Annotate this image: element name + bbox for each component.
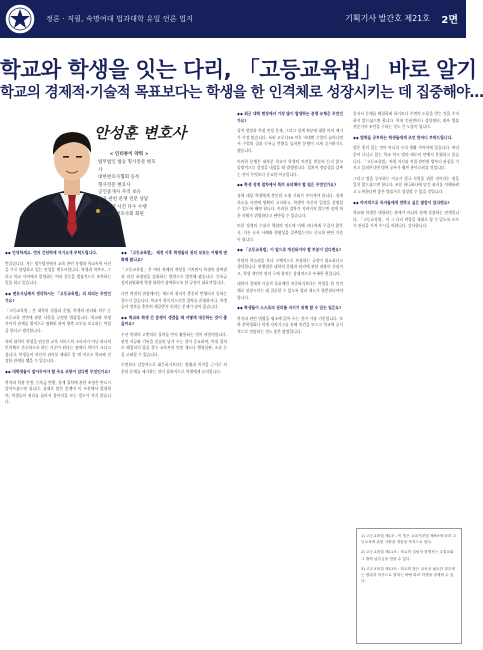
- interview-answer: 대학이 경제적·기술적 목표에만 치중하기보다는 학생을 한 인격체로 성장시키는 데 집중할 수 있도록 법과 제도가 뒷받침되어야 합니다.: [237, 281, 343, 300]
- profile-line: 대한변호사협회 등록: [98, 175, 140, 181]
- article-column-3: [237, 111, 343, 642]
- interview-answer: 징계 대상 학생에게 충분한 소명 기회가 주어져야 합니다. 징계 사유를 사전에 명확히 고지하고, 학생이 자신의 입장을 설명할 수 있도록 해야 합니다. 이러한 절차가 지켜지지 않으면 징계 처분 자체가 위법하다고 판단될 수 있습니다.: [237, 192, 343, 218]
- interview-question: ◆◆ 변호사님께서 생각하시는 「고등교육법」의 의의는 무엇인가요?: [5, 290, 111, 303]
- interview-question: ◆◆ 학교와 학생 간 분쟁이 생겼을 때 어떻게 대응하는 것이 좋을까요?: [121, 314, 227, 327]
- article-subheadline: 학교의 경제적·기술적 목표보다는 학생을 한 인격체로 성장시키는 데 집중해야…: [0, 85, 483, 101]
- interview-answer: 학교와 학생은 대립하는 관계가 아니라 함께 성장하는 관계입니다. 「고등교육법」이 그 다리 역할을 제대로 할 수 있도록 모두가 관심을 가져 주시길 바랍니다. 감사합니다.: [353, 210, 459, 229]
- interview-question: ◆◆ 법학을 공부하는 학생들에게 조언 한마디 부탁드립니다.: [353, 134, 453, 140]
- interview-answer: 학적과 학점 인정, 등록금 반환, 징계 절차에 관한 조항은 반드시 알아두셨으면 합니다. 실제로 많은 분쟁이 이 부분에서 발생하며, 학생들이 권리를 몰라서 불이익을 보는 경우가 적지 않습니다.: [5, 379, 111, 405]
- profile-line: 형사전문 변호사: [98, 182, 131, 188]
- profile-line: 법무법인 법승 형사전문 변호사: [98, 160, 156, 173]
- article-headline: 학교와 학생을 잇는 다리, 「고등교육법」 바로 알기: [0, 58, 477, 83]
- interview-answer: 「고등교육법」은 대학의 설립과 운영, 학생의 권리와 의무 등 고등교육 전반에 관한 사항을 규정한 법률입니다. 학교와 학생 사이의 관계를 법적으로 명확히 하여 양측 모두를 보호하는 역할을 한다고 생각합니다.: [5, 308, 111, 333]
- interview-question: ◆◆ 「고등교육법」 제정 이후 학생들의 권리 보호는 어떻게 변화해 왔나요?: [121, 250, 227, 262]
- interview-question: ◆◆ 최근 대학 현장에서 가장 많이 발생하는 분쟁 유형은 무엇인가요?: [237, 111, 343, 123]
- issue-number: 기획기사 발간호 제21호: [345, 14, 430, 23]
- article-column-2: [121, 250, 227, 642]
- footnote-box: [356, 528, 462, 644]
- interviewee-profile: [98, 151, 160, 219]
- interview-question: ◆◆ 학생 징계 절차에서 특히 유의해야 할 점은 무엇인가요?: [237, 182, 337, 188]
- interview-question: ◆◆ 「고등교육법」이 앞으로 개선되어야 할 부분이 있다면요?: [237, 247, 342, 253]
- interview-answer: 법은 멀리 있는 것이 아니라 우리 생활 가까이에 있습니다. 여러분이 다니고 있는 학교 역시 법의 테두리 안에서 운영되고 있습니다. 「고등교육법」처럼 자신과 직접 관련된 법부터 관심을 가지고 살펴본다면 법학 공부가 훨씬 흥미로워질 것입니다.: [353, 145, 459, 171]
- interview-answer: 또한 징계의 수위가 행위의 정도에 비해 지나치게 무겁지 않은지, 다른 유사 사례와 형평성을 갖추었는지도 중요한 판단 기준이 됩니다.: [237, 223, 343, 242]
- svg-text:안성훈 변호사: 안성훈 변호사: [94, 124, 187, 142]
- profile-title: < 인터뷰이 약력 >: [109, 152, 149, 157]
- profile-line: 학교폭력 사건 다수 수행: [98, 204, 147, 210]
- interview-question: ◆◆ 대학생들이 알아두어야 할 주요 조항이 있다면 무엇인가요?: [5, 368, 111, 374]
- interview-answer: 우선 학내의 고충처리 절차를 먼저 활용하는 것이 바람직합니다. 관련 서류와 기록을 꼼꼼히 남겨 두는 것이 중요하며, 학내 절차로 해결되지 않을 경우 교육부의 민원 제도나 행정심판, 소송 등을 고려할 수 있습니다.: [121, 331, 227, 357]
- interview-answer: 혼자서 문제를 해결하려 하기보다 주변의 도움을 받는 것을 주저하지 않으셨으면 합니다. 학내 인권센터나 상담센터, 외부 법률 전문가의 조언을 구하는 것도 큰 도움이 됩니다.: [353, 111, 459, 130]
- interview-answer: 반갑습니다. 저는 법무법인에서 교육 관련 분쟁과 학교폭력 사건을 주로 담당하고 있는 안성훈 변호사입니다. 학생과 학부모, 그리고 학교 사이에서 발생하는 여러 갈등을 법률적으로 조력하는 일을 하고 있습니다.: [5, 260, 111, 286]
- interview-answer: 성적 정정과 학점 인정 문제, 그리고 징계 처분에 대한 이의 제기가 가장 많습니다. 특히 코로나19 이후 비대면 수업이 늘어나면서 수업의 질과 등록금 반환을 둘러싼 분쟁이 크게 증가하기도 했습니다.: [237, 128, 343, 153]
- interview-question: ◆◆ 마지막으로 독자들에게 전하고 싶은 말씀이 있다면요?: [353, 199, 450, 205]
- interview-answer: 이러한 분쟁은 대부분 학교가 학생의 의견을 충분히 듣지 않고 일방적으로 결정을 내렸을 때 발생합니다. 절차적 정당성을 갖추는 것이 무엇보다 중요한 이유입니다.: [237, 158, 343, 177]
- interview-answer: 그리고 법을 공부하는 이유가 결국 사람을 위한 것이라는 점을 잊지 않으셨으면 합니다. 조문 하나하나에 담긴 취지를 이해하려고 노력한다면 좋은 법률가로 성장할 수 있을 것입니다.: [353, 175, 459, 194]
- interview-answer: 무엇보다 감정적으로 대응하기보다는 법령과 학칙을 근거로 차분히 문제를 제기하는 것이 결과적으로 학생에게 유리합니다.: [121, 362, 227, 374]
- law-school-emblem-icon: [3, 2, 37, 36]
- interview-answer: 「고등교육법」은 여러 차례의 개정을 거치면서 학생의 참여권과 의견 표명권을 강화하는 방향으로 발전해 왔습니다. 등록금 심의위원회에 학생 위원이 참여하도록 한 규정이 대표적입니다.: [121, 267, 227, 286]
- article-column-4: [353, 111, 459, 524]
- page-number: 2면: [441, 15, 458, 26]
- header-bar: [0, 0, 466, 38]
- interview-question: ◆◆ 안녕하세요. 먼저 간단하게 자기소개 부탁드립니다.: [5, 250, 98, 255]
- footnote: 1) 고등교육법 제1조 : 이 법은 교육기본법 제9조에 따라 고등교육에 관한 사항을 정함을 목적으로 한다.: [361, 534, 457, 545]
- interview-answer: 다만 여전히 현장에서는 제도의 취지가 충분히 반영되지 못하는 경우가 있습니다. 학교가 형식적으로만 절차를 운영하거나, 학생들이 정보를 충분히 제공받지 못하는 문제가 남아 있습니다.: [121, 290, 227, 310]
- interview-answer: 특히 대학이 학생을 단순한 교육 서비스의 소비자가 아닌 하나의 인격체로 존중하도록 하는 기준이 된다는 점에서 의미가 크다고 봅니다. 학생들이 자신의 권리를 제대로 알 때 비로소 학교와 건강한 관계를 맺을 수 있습니다.: [5, 338, 111, 364]
- footnote: 2) 고등교육법 제11조 : 학교의 설립자·경영자는 수업료와 그 밖의 납부금을 받을 수 있다.: [361, 550, 454, 561]
- profile-line: 교육 관련 분쟁 전문 상담: [98, 197, 149, 203]
- interview-answer: 학생의 학습권을 보다 구체적으로 보장하는 규정이 필요하다고 생각합니다. 현행법은 대학의 운영과 관리에 관한 내용이 중심이고, 학생 개인의 권리 구제 절차는 상대적으로 부족한 편입니다.: [237, 257, 343, 276]
- interview-answer: 학칙과 관련 법령을 평소에 읽어 두는 것이 가장 기본입니다. 또한 총학생회나 학생 자치기구를 통해 의견을 모으고 학교에 공식적으로 전달하는 것도 좋은 방법입니다.: [237, 315, 343, 335]
- header-slogan: 정론 · 직필, 숙명여대 법과대학 유일 언론 법지: [46, 15, 194, 23]
- interview-question: ◆◆ 학생들이 스스로의 권리를 지키기 위해 할 수 있는 일은요?: [237, 305, 342, 311]
- footnote: 3) 고등교육법 제13조 : 학교의 장은 교육상 필요한 경우에는 법령과 학칙으로 정하는 바에 따라 학생을 징계할 수 있다.: [361, 566, 455, 584]
- profile-line: 공인중개사 자격 보유: [98, 190, 141, 196]
- profile-line: 서울지방변호사회 회원: [98, 212, 144, 218]
- interviewee-signature: [92, 114, 187, 148]
- article-column-1: [5, 250, 111, 642]
